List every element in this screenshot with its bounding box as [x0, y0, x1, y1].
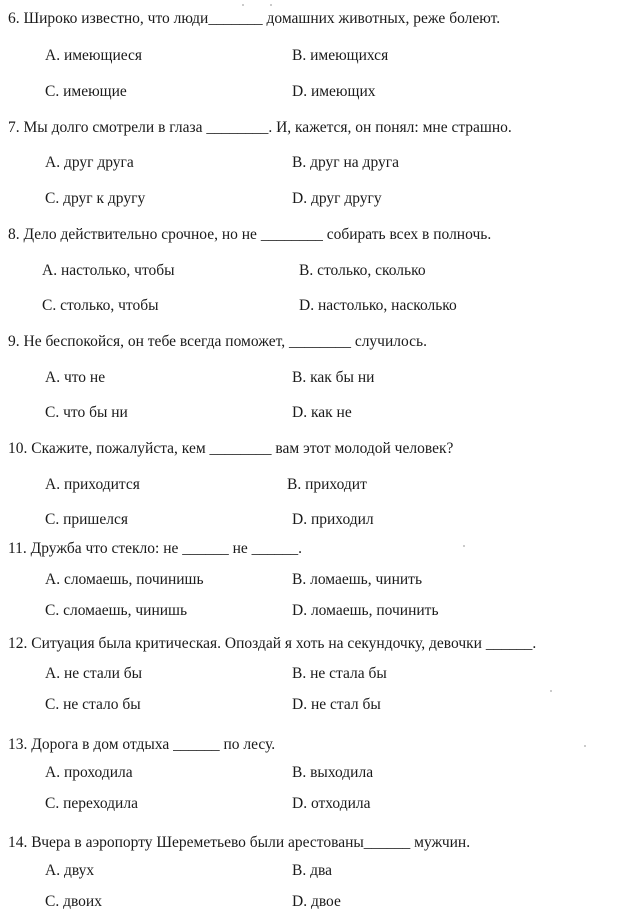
- question-11-option-c[interactable]: С. сломаешь, чинишь: [45, 602, 188, 619]
- question-7: 7. Мы долго смотрели в глаза ________. И, кажется, он понял: мне страшно.: [8, 119, 512, 136]
- question-14-option-d[interactable]: D. двое: [292, 893, 341, 910]
- question-7-option-b[interactable]: В. друг на друга: [292, 154, 399, 171]
- question-12-option-d[interactable]: D. не стал бы: [292, 696, 381, 713]
- question-12-option-c[interactable]: С. не стало бы: [45, 696, 141, 713]
- question-10-option-c[interactable]: С. пришелся: [45, 511, 128, 528]
- question-9-option-c[interactable]: С. что бы ни: [45, 404, 128, 421]
- scan-speck: [550, 690, 552, 692]
- question-8: 8. Дело действительно срочное, но не ________ собирать всех в полночь.: [8, 226, 492, 243]
- scan-speck: [270, 4, 272, 6]
- question-10: 10. Скажите, пожалуйста, кем ________ вам этот молодой человек?: [8, 440, 454, 457]
- question-11-option-b[interactable]: В. ломаешь, чинить: [292, 571, 423, 588]
- question-9: 9. Не беспокойся, он тебе всегда поможет, ________ случилось.: [8, 333, 427, 350]
- question-6-option-c[interactable]: С. имеющие: [45, 83, 127, 100]
- question-13-option-a[interactable]: А. проходила: [45, 764, 133, 781]
- question-9-option-a[interactable]: А. что не: [45, 369, 106, 386]
- scan-speck: [242, 4, 244, 6]
- question-12-option-b[interactable]: В. не стала бы: [292, 665, 387, 682]
- question-14: 14. Вчера в аэропорту Шереметьево были арестованы______ мужчин.: [8, 834, 471, 851]
- question-8-option-b[interactable]: В. столько, сколько: [299, 262, 426, 279]
- question-7-option-c[interactable]: С. друг к другу: [45, 190, 146, 207]
- question-8-option-a[interactable]: А. настолько, чтобы: [42, 262, 175, 279]
- question-14-option-b[interactable]: В. два: [292, 862, 332, 879]
- question-11-option-a[interactable]: А. сломаешь, починишь: [45, 571, 204, 588]
- question-13-option-c[interactable]: С. переходила: [45, 795, 138, 812]
- question-8-option-d[interactable]: D. настолько, насколько: [299, 297, 457, 314]
- question-6-option-b[interactable]: В. имеющихся: [292, 47, 389, 64]
- question-10-option-b[interactable]: В. приходит: [287, 476, 367, 493]
- question-13: 13. Дорога в дом отдыха ______ по лесу.: [8, 736, 276, 753]
- question-6: 6. Широко известно, что люди_______ домашних животных, реже болеют.: [8, 10, 501, 27]
- question-12: 12. Ситуация была критическая. Опоздай я хоть на секундочку, девочки ______.: [8, 635, 537, 652]
- question-7-option-a[interactable]: А. друг друга: [45, 154, 134, 171]
- question-7-option-d[interactable]: D. друг другу: [292, 190, 382, 207]
- question-14-option-c[interactable]: С. двоих: [45, 893, 102, 910]
- question-13-option-b[interactable]: В. выходила: [292, 764, 374, 781]
- scan-speck: [584, 745, 586, 747]
- question-9-option-d[interactable]: D. как не: [292, 404, 352, 421]
- question-6-option-d[interactable]: D. имеющих: [292, 83, 376, 100]
- question-11-option-d[interactable]: D. ломаешь, починить: [292, 602, 439, 619]
- question-6-option-a[interactable]: А. имеющиеся: [45, 47, 143, 64]
- question-10-option-a[interactable]: А. приходится: [45, 476, 140, 493]
- question-14-option-a[interactable]: А. двух: [45, 862, 95, 879]
- question-11: 11. Дружба что стекло: не ______ не ______.: [8, 540, 303, 557]
- question-9-option-b[interactable]: В. как бы ни: [292, 369, 375, 386]
- scan-speck: [463, 545, 465, 547]
- question-13-option-d[interactable]: D. отходила: [292, 795, 371, 812]
- question-10-option-d[interactable]: D. приходил: [292, 511, 374, 528]
- question-8-option-c[interactable]: С. столько, чтобы: [42, 297, 159, 314]
- question-12-option-a[interactable]: А. не стали бы: [45, 665, 143, 682]
